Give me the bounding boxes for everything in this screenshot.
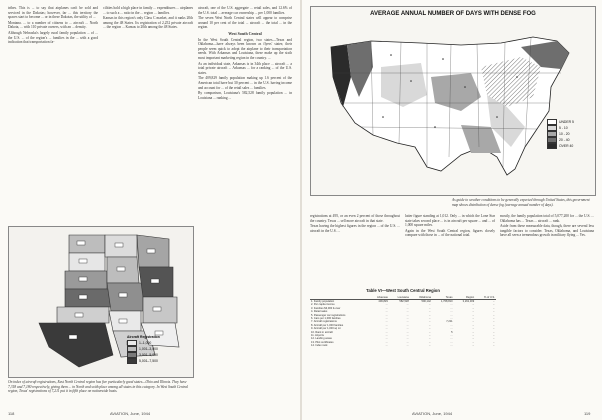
table-cell: ... xyxy=(492,340,495,344)
table-cell: ... xyxy=(406,334,409,338)
table-cell: ... xyxy=(385,320,388,324)
legend-label: 5 - 10 xyxy=(559,126,568,130)
table-cell: ... xyxy=(428,310,431,314)
page-footer: AVIATION, June, 1944 xyxy=(412,411,453,416)
paragraph: The 409,829 family population making up 1.6 percent of the American total have but 30 percent ... in the U.S. having income and account for ... of the retail sales ... families. xyxy=(198,76,292,90)
row-label-cell: 13. Pilot certificates xyxy=(311,340,334,344)
table-cell: ... xyxy=(406,337,409,341)
column-header: Arkansas xyxy=(368,296,388,300)
table-cell: ... xyxy=(492,330,495,334)
section-heading: West South Central xyxy=(228,30,262,36)
table-cell: ... xyxy=(428,340,431,344)
column-header: Louisiana xyxy=(389,296,410,300)
table-cell: ... xyxy=(406,303,409,307)
paragraph: registrations at 495, or an even 2 percent of those throughout the country. Texas ... sell more aircraft in that state. xyxy=(310,214,400,223)
row-label-cell: 3. Families $3,000 & over xyxy=(311,306,341,310)
table-cell: 409,829 xyxy=(378,300,388,303)
table-cell: ... xyxy=(492,334,495,338)
table-cell: ... xyxy=(406,310,409,314)
legend-label: 5,001–7,500 xyxy=(139,359,158,363)
table-cell: 3,291,309 xyxy=(462,300,475,303)
right-page xyxy=(302,0,602,420)
paragraph: Aside from these measurable data, though, there are several less tangible factors to consider. Texas, Oklahoma, and Louisiana have all seen a tremendous growth in military flying ... Yes. xyxy=(500,224,594,238)
table-cell: ... xyxy=(428,337,431,341)
table-cell: ... xyxy=(450,303,453,307)
row-label-cell: 6. Cars per 1,000 families xyxy=(311,317,341,321)
column-header: Texas xyxy=(432,296,454,300)
row-label-cell: 8. Aircraft per 1,000 families xyxy=(311,323,344,327)
table-cell: ... xyxy=(492,320,495,324)
page-number: 118 xyxy=(8,411,15,416)
table-cell: ... xyxy=(450,317,453,321)
map-caption: On index of aircraft registrations, East North Central region has five particularly good states—Ohio and Illinois. They have 7,318 and 7,180 respectively, giving them ... in North and soith place among all states in this category. In West South Central region, Texas' registrations of 7,211 put it in fifth place on nationwide basis. xyxy=(8,380,189,393)
table-cell: ... xyxy=(406,340,409,344)
table-row xyxy=(310,344,496,347)
table-cell: ... xyxy=(492,300,495,303)
table-cell: ... xyxy=(428,327,431,331)
table-cell: ... xyxy=(450,310,453,314)
legend-swatch xyxy=(547,143,557,149)
table-cell: ... xyxy=(492,323,495,327)
table-cell: ... xyxy=(385,310,388,314)
us-fog-map xyxy=(311,7,595,195)
table-cell: 582,528 xyxy=(399,300,409,303)
paragraph: aircraft, one of the U.S. aggregate ... retail sales, and 12.6% of the U.S. total ... average car ownership ... per 1,000 families. xyxy=(198,6,292,15)
table-cell: ... xyxy=(385,303,388,307)
left-text-column-2 xyxy=(103,6,193,221)
paragraph: tribes. This is ... to say that airplanes can't be sold and serviced in the Dakotas; however, far ... this territory the spaces start to become ... or in these Dakotas, the utility of ... xyxy=(8,6,98,20)
table-cell: ... xyxy=(385,344,388,348)
table-cell: ... xyxy=(406,320,409,324)
row-label-cell: 4. Retail sales xyxy=(311,310,328,314)
left-text-column-1 xyxy=(8,6,98,221)
row-label-cell: 9. Aircraft per 1,000 sq mi xyxy=(311,327,341,331)
table-cell: ... xyxy=(492,310,495,314)
table-cell: ... xyxy=(406,317,409,321)
table-cell: ... xyxy=(385,313,388,317)
table-cell: ... xyxy=(428,323,431,327)
table-cell: ... xyxy=(406,323,409,327)
table-cell: ... xyxy=(472,320,475,324)
table-cell: ... xyxy=(428,317,431,321)
right-text-column-2 xyxy=(405,214,495,284)
table-title: Table VI—West South Central Region xyxy=(366,288,440,293)
legend-title: Aircraft Registration xyxy=(127,335,160,339)
table-cell: ... xyxy=(385,330,388,334)
paragraph: cilities hold a high place in family ... expenditures ... airplanes ... to such a ... ratio in the ... region ... families. xyxy=(103,6,193,15)
legend-label: 1–1,000 xyxy=(139,341,152,345)
table-cell: 590,142 xyxy=(421,300,431,303)
legend-label: 3,001–5,000 xyxy=(139,353,158,357)
table-cell: ... xyxy=(472,306,475,310)
table-cell: ... xyxy=(428,334,431,338)
table-cell: ... xyxy=(385,337,388,341)
paragraph: latter figure standing at 1,012. Only ... in which the Lone Star state takes second place ... is in aircraft per square ... and ... of 1,000 square miles. xyxy=(405,214,495,228)
row-label-cell: 1. Family population xyxy=(311,300,335,303)
left-page xyxy=(0,0,300,420)
paragraph: Kansas in this region's only Class C market, and it ranks 20th among the 48 States. Its registration of 2,252 private aircraft ... the region ... Kansas to 20th among the 48 States. xyxy=(103,16,193,30)
table-cell: ... xyxy=(428,303,431,307)
legend-label: 10 - 20 xyxy=(559,132,570,136)
column-header: % of U.S. xyxy=(475,296,496,300)
table-cell: 1,708,810 xyxy=(441,300,453,303)
aircraft-registration-map xyxy=(8,226,194,378)
table-cell: ... xyxy=(472,313,475,317)
table-cell: ... xyxy=(472,344,475,348)
region-statistics-table xyxy=(310,296,496,348)
legend-label: 1,001–3,000 xyxy=(139,347,158,351)
chart-title: AVERAGE ANNUAL NUMBER OF DAYS WITH DENSE FOG xyxy=(370,11,536,17)
table-cell: ... xyxy=(450,323,453,327)
table-cell: ... xyxy=(406,327,409,331)
table-cell: ... xyxy=(406,313,409,317)
table-cell: ... xyxy=(492,344,495,348)
legend-swatch xyxy=(127,358,137,364)
fog-legend xyxy=(547,119,593,149)
column-header: Oklahoma xyxy=(410,296,432,300)
legend-label: 20 - 40 xyxy=(559,138,570,142)
page-footer: AVIATION, June, 1944 xyxy=(110,411,151,416)
table-body xyxy=(310,300,496,348)
table-cell: 7,211 xyxy=(446,320,453,324)
table-cell: ... xyxy=(385,323,388,327)
table-cell: ... xyxy=(492,313,495,317)
table-cell: ... xyxy=(450,313,453,317)
table-cell: ... xyxy=(385,327,388,331)
row-label-cell: 12. Landing areas xyxy=(311,337,332,341)
paragraph: mostly, the family population total of 5,077,200 for ... the U.S. ... Oklahoma has ... Texas ... aircraft ... rank. xyxy=(500,214,594,223)
table-cell: ... xyxy=(385,306,388,310)
legend-item xyxy=(127,358,189,364)
paragraph: By comparison, Louisiana's 582,528 family population ... in Louisiana ... ranking ... xyxy=(198,91,292,100)
table-cell: ... xyxy=(428,320,431,324)
table-cell: ... xyxy=(472,303,475,307)
paragraph: Again in the West South Central region, figures closely compare with those in ... of the national total. xyxy=(405,228,495,238)
table-cell: ... xyxy=(450,337,453,341)
table-cell: ... xyxy=(472,327,475,331)
paragraph: Although Nebraska's largely rural family population ... of ... the U.S. ... of the region's ... families in the ... with a good indication that transportation fa- xyxy=(8,30,98,45)
paragraph: Texas having the highest figures in the region ... of the U.S. ... aircraft in the U.S. ... xyxy=(310,224,400,233)
paragraph: As an individual state, Arkansas is in 34th place ... aircraft ... a total private aircraft ... Arkansas ... for a ranking ... of the U.S. states. xyxy=(198,61,292,75)
table-cell: ... xyxy=(385,317,388,321)
table-cell: ... xyxy=(428,313,431,317)
legend-item xyxy=(547,143,593,149)
row-label-cell: 7. Aircraft registrations xyxy=(311,320,337,324)
table-cell: ... xyxy=(472,330,475,334)
table-cell: ... xyxy=(406,330,409,334)
table-cell: ... xyxy=(450,334,453,338)
paragraph: Montana. ... to a number of citizens to ... aircraft ... North Dakota, ... with 110 private owners, with an ... density. xyxy=(8,20,98,30)
legend-label: UNDER 5 xyxy=(559,120,574,124)
table-cell: ... xyxy=(472,323,475,327)
fog-map-caption: As guide to weather conditions to be generally expected through United States, this government map shows distribution of dense fog (average annual number of days). xyxy=(452,198,590,207)
row-label-cell: 14. Index rank xyxy=(311,344,328,348)
fog-map-figure xyxy=(310,6,596,196)
right-text-column-3 xyxy=(500,214,594,404)
table-cell: ... xyxy=(406,344,409,348)
registration-legend xyxy=(127,335,189,364)
table-cell: ... xyxy=(492,327,495,331)
table-cell: ... xyxy=(450,344,453,348)
table-cell: ... xyxy=(385,334,388,338)
table-cell: ... xyxy=(492,337,495,341)
row-label-cell: 10. Rank in aircraft xyxy=(311,330,333,334)
row-label-cell: 5. Passenger car registrations xyxy=(311,313,346,317)
table-cell: ... xyxy=(472,310,475,314)
table-cell: ... xyxy=(428,344,431,348)
table-cell: ... xyxy=(492,303,495,307)
row-label-cell: 11. Airports xyxy=(311,334,324,338)
row-label-cell: 2. Per capita income xyxy=(311,303,335,307)
table-cell: ... xyxy=(450,306,453,310)
page-number: 119 xyxy=(584,411,591,416)
table-cell: ... xyxy=(492,317,495,321)
table-cell: ... xyxy=(406,306,409,310)
table-cell: ... xyxy=(472,317,475,321)
table-cell: 5 xyxy=(451,330,453,334)
table-cell: ... xyxy=(450,340,453,344)
table-cell: ... xyxy=(450,327,453,331)
legend-label: OVER 40 xyxy=(559,144,574,148)
table-cell: ... xyxy=(472,334,475,338)
paragraph: The seven West North Central states will appear to comprise around 10 per cent of the total ... aircraft ... the total ... in the region. xyxy=(198,16,292,30)
column-header: Region xyxy=(454,296,476,300)
table-cell: ... xyxy=(428,330,431,334)
table-cell: ... xyxy=(428,306,431,310)
left-text-column-3 xyxy=(198,6,292,401)
table-cell: ... xyxy=(385,340,388,344)
paragraph: In the West South Central region, two states—Texas and Oklahoma—have always been known as flyers' states; their people seem quick to adopt the airplane to their transportation needs. With Arkansas and Louisiana, these make up the sixth most important marketing region in the country. ... xyxy=(198,37,292,60)
table-cell: ... xyxy=(472,337,475,341)
table-cell: ... xyxy=(472,340,475,344)
table-cell: ... xyxy=(492,306,495,310)
